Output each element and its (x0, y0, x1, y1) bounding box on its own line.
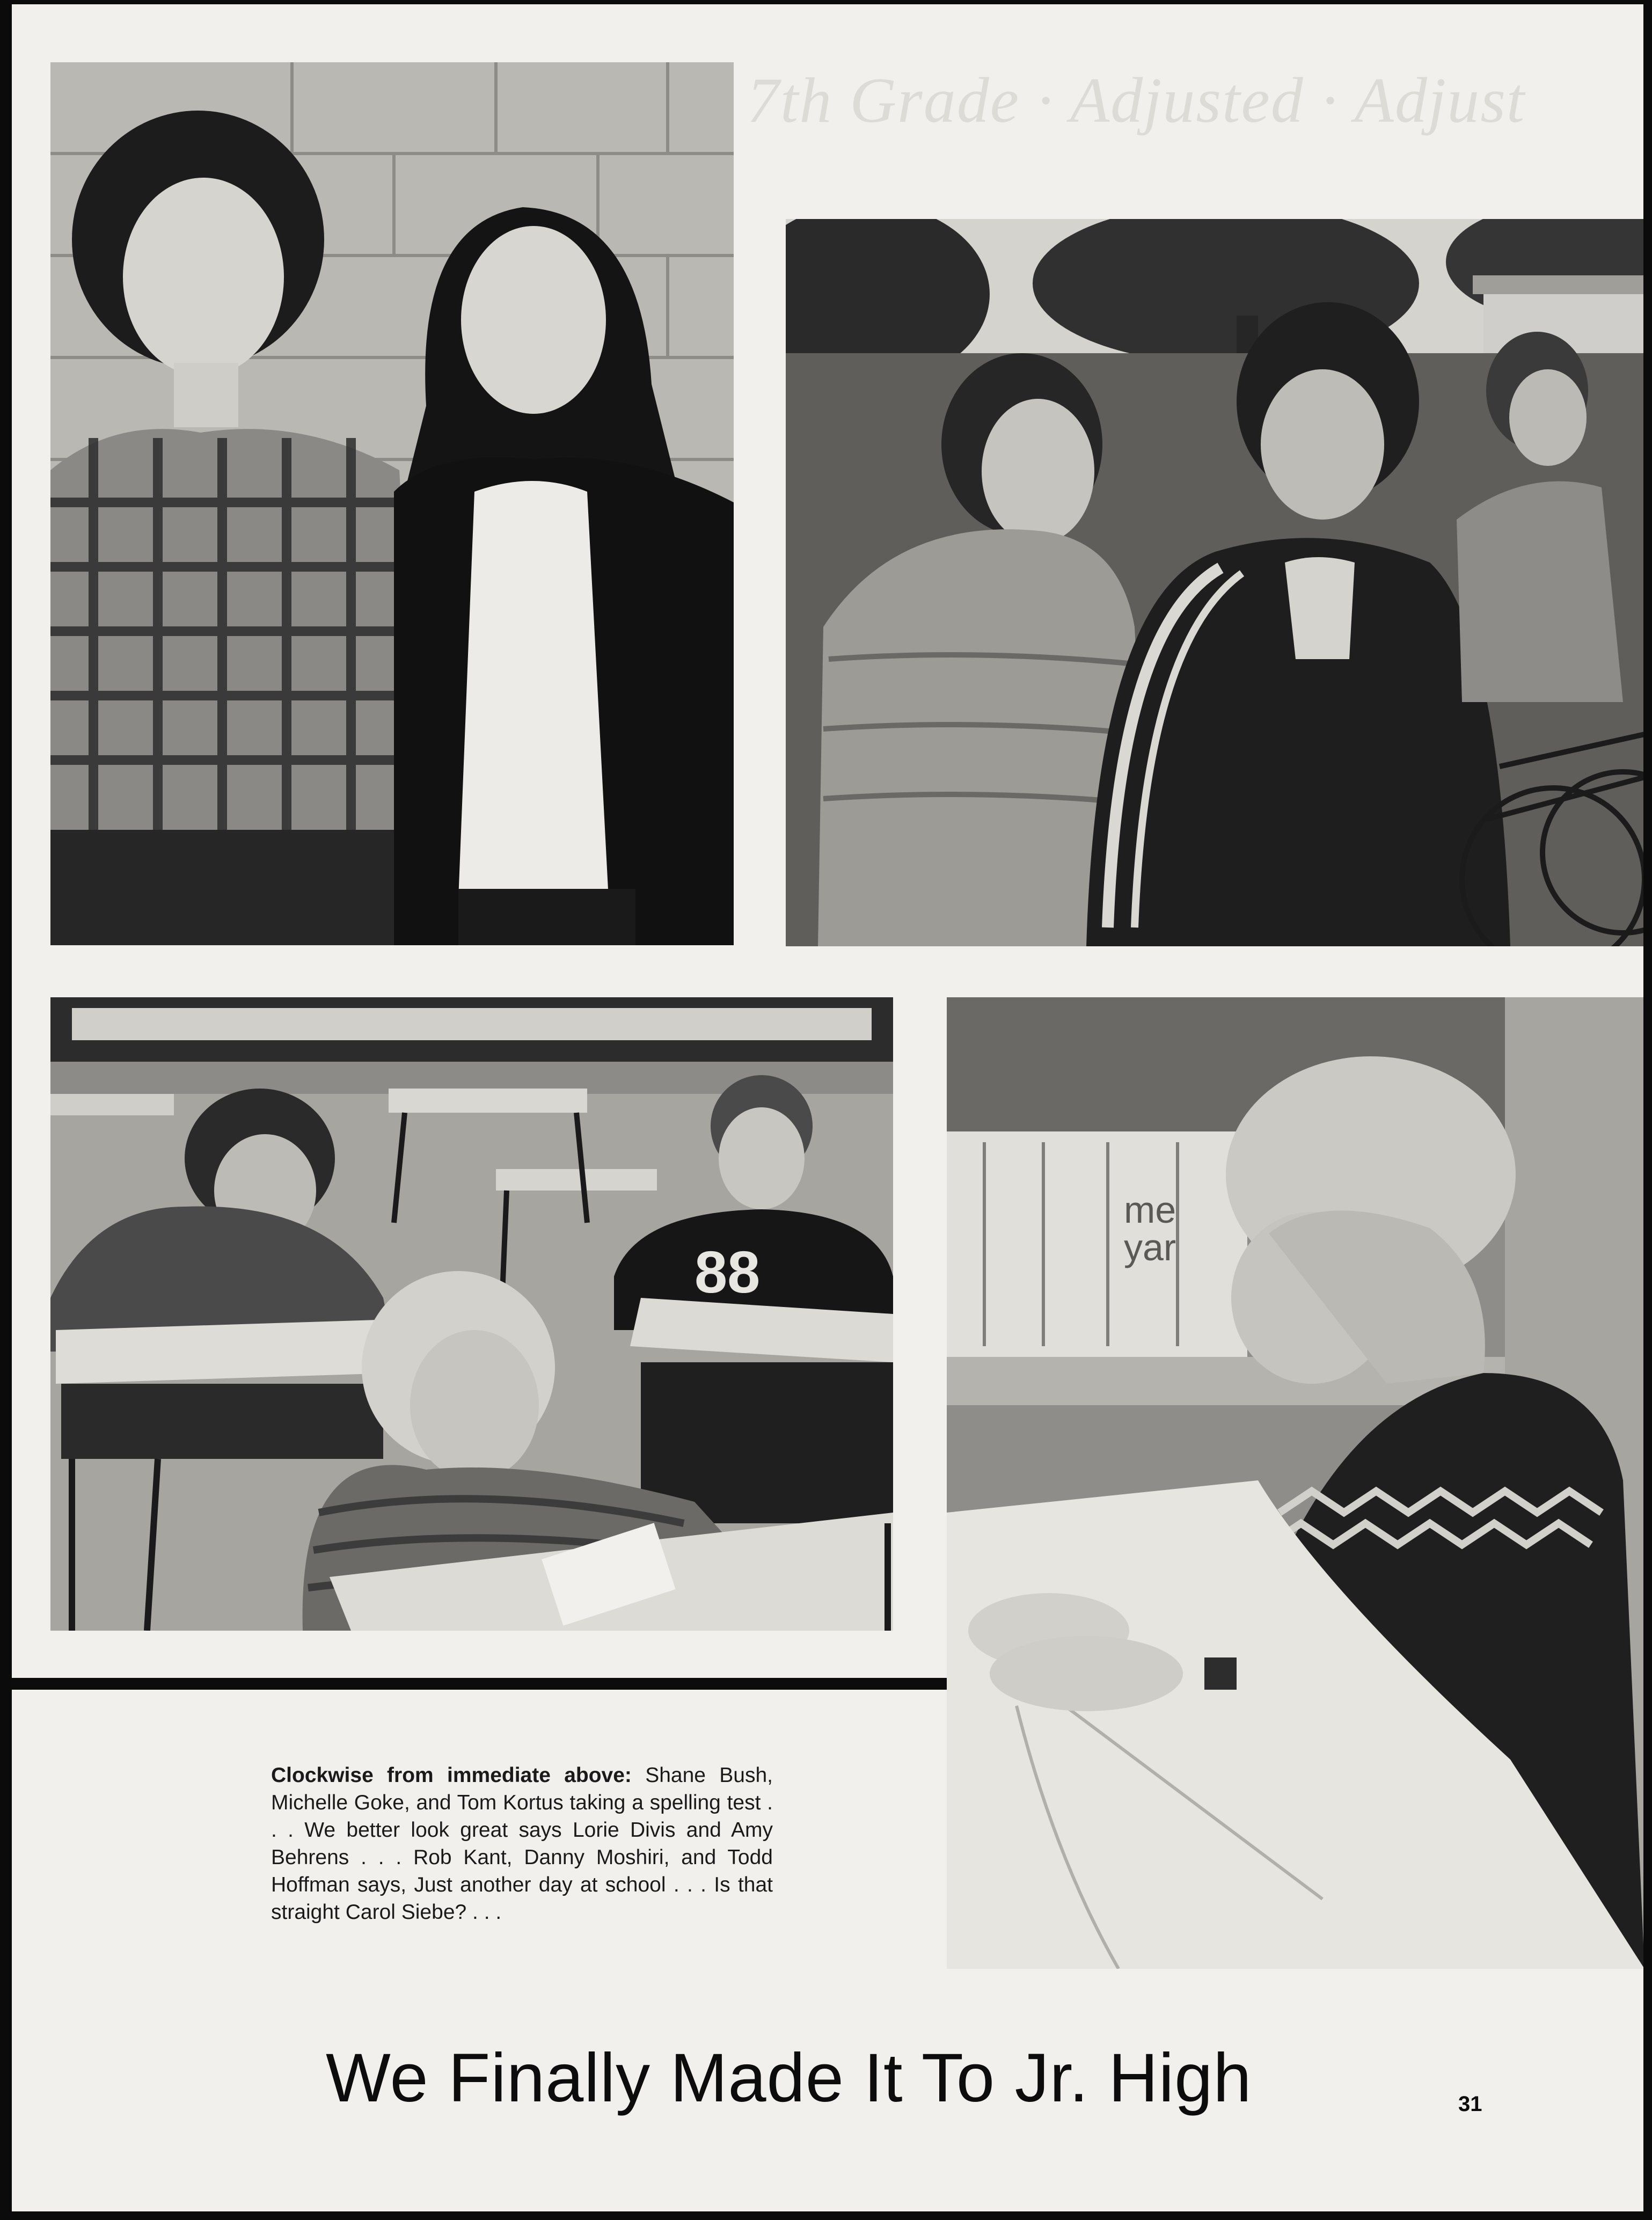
section-divider-rule (12, 1678, 947, 1690)
photo-classroom-graphic (50, 997, 893, 1631)
caption-lead: Clockwise from immediate above: (271, 1764, 632, 1787)
ghost-show-through-title: 7th Grade · Adjusted · Adjust (747, 64, 1526, 136)
yearbook-page (12, 4, 1643, 2211)
jersey-number: 88 (695, 1239, 761, 1305)
photo-worktable-graphic (947, 997, 1643, 1969)
caption-body: Shane Bush, Michelle Goke, and Tom Kortus taking a spelling test . . . We better look great says Lorie Divis and Amy Behrens . . . Rob Kant, Danny Moshiri, and Todd Hoffman says, Just another day at school . . . Is that straight Carol Siebe? . . . (271, 1764, 773, 1924)
photo-boys-graphic (786, 219, 1643, 946)
photo-classroom-spelling-test (50, 997, 893, 1631)
board-text-line1: me (1124, 1189, 1176, 1231)
photo-boys-outdoors (786, 219, 1643, 946)
page-number: 31 (1458, 2092, 1482, 2116)
page-title: We Finally Made It To Jr. High (326, 2040, 1252, 2116)
photo-caption (271, 1762, 773, 1926)
board-text-line2: yar (1124, 1226, 1176, 1268)
photo-girl-at-worktable (947, 997, 1643, 1969)
photo-two-girls-by-wall (50, 62, 734, 945)
photo-two-girls-graphic (50, 62, 734, 945)
